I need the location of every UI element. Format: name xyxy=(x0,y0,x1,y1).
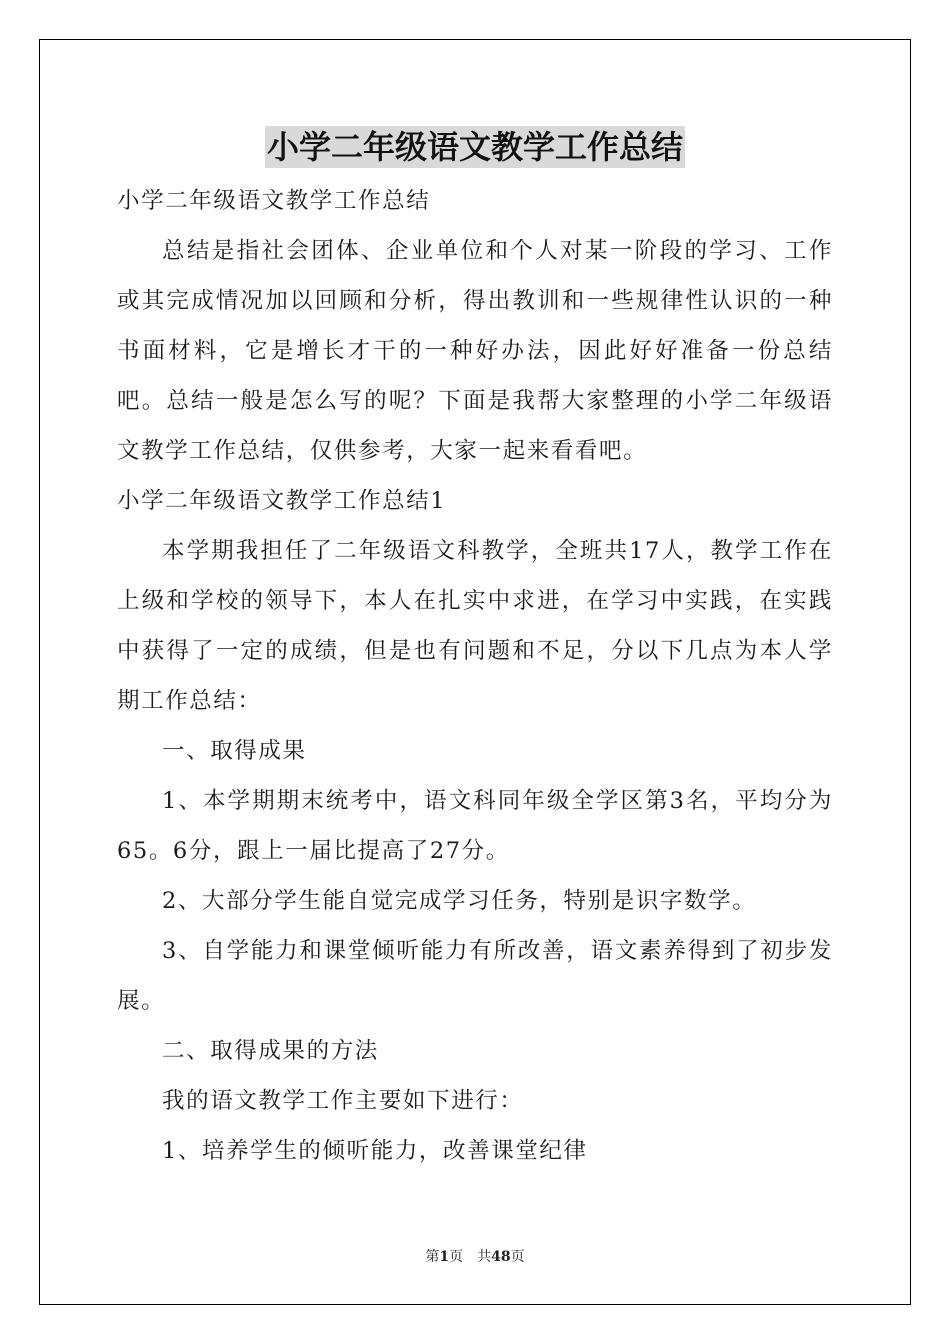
total-pages: 48 xyxy=(491,1249,511,1265)
page-footer xyxy=(0,1246,950,1266)
total-suffix: 页 xyxy=(510,1249,525,1265)
subheading: 二、取得成果的方法 xyxy=(162,1038,379,1064)
page-prefix: 第 xyxy=(425,1249,440,1265)
document-body xyxy=(117,176,833,1176)
list-item: 1、本学期期末统考中，语文科同年级全学区第3名，平均分为65。6分，跟上一届比提高了27分。 xyxy=(117,788,833,864)
list-item: 2、大部分学生能自觉完成学习任务，特别是识字数学。 xyxy=(162,888,757,914)
title-wrap xyxy=(0,126,950,168)
list-item: 3、自学能力和课堂倾听能力有所改善，语文素养得到了初步发展。 xyxy=(117,938,833,1014)
paragraph-intro: 总结是指社会团体、企业单位和个人对某一阶段的学习、工作或其完成情况加以回顾和分析，得出教训和一些规律性认识的一种书面材料，它是增长才干的一种好办法，因此好好准备一份总结吧。总结一般是怎么写的呢？下面是我帮大家整理的小学二年级语文教学工作总结，仅供参考，大家一起来看看吧。 xyxy=(117,238,833,464)
page-number: 1 xyxy=(439,1249,450,1265)
section-heading: 小学二年级语文教学工作总结1 xyxy=(117,488,447,514)
paragraph-subtitle: 小学二年级语文教学工作总结 xyxy=(117,188,431,214)
paragraph: 我的语文教学工作主要如下进行： xyxy=(162,1088,524,1114)
total-prefix: 共 xyxy=(477,1249,492,1265)
list-item: 1、培养学生的倾听能力，改善课堂纪律 xyxy=(162,1138,588,1164)
paragraph: 本学期我担任了二年级语文科教学，全班共17人，教学工作在上级和学校的领导下，本人在扎实中求进，在学习中实践，在实践中获得了一定的成绩，但是也有问题和不足，分以下几点为本人学期工作总结： xyxy=(117,538,833,714)
page-title: 小学二年级语文教学工作总结 xyxy=(266,128,683,166)
subheading: 一、取得成果 xyxy=(162,738,307,764)
page-suffix: 页 xyxy=(449,1249,464,1265)
